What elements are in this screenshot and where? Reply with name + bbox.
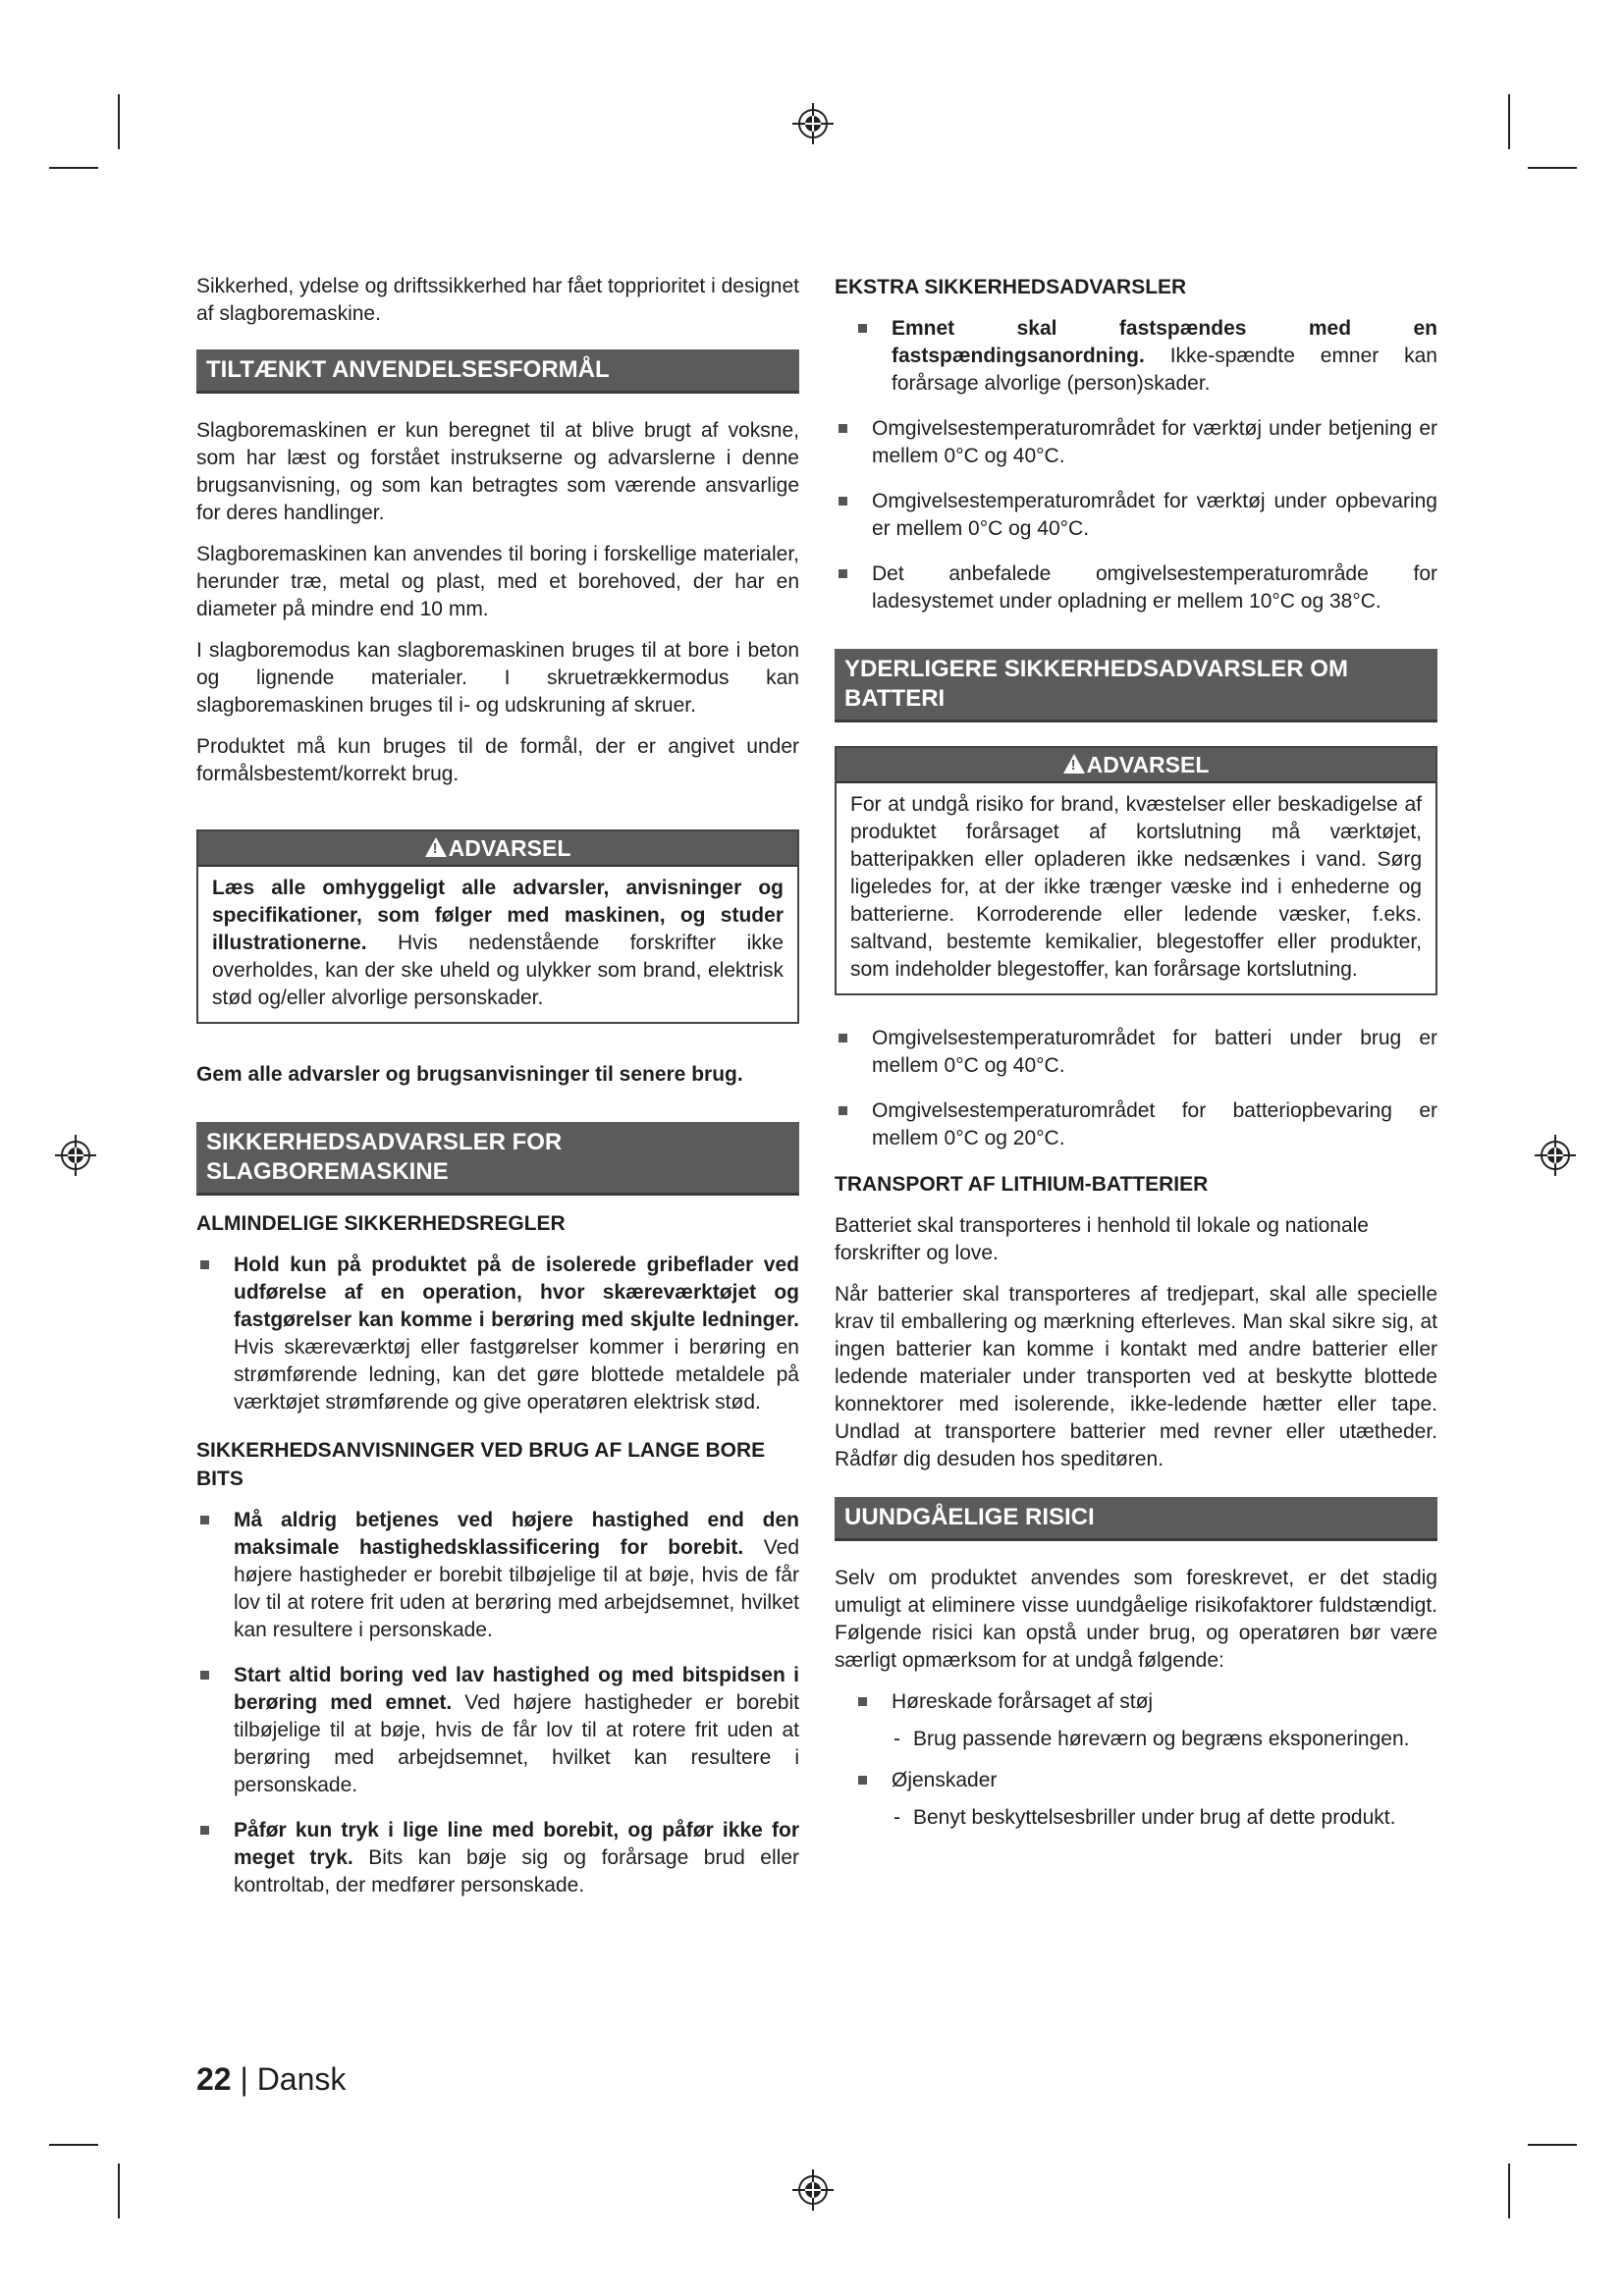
crop-mark	[1528, 2144, 1577, 2146]
list-item: Hold kun på produktet på de isolerede gribeflader ved udførelse af en operation, hvor skæreværktøjet og fastgørelser kan komme i berøring med skjulte ledninger. Hvis skæreværktøj eller fastgørelser kommer i berøring en strømførende ledning, kan det gøre blottede metaldele på værktøjet strømførende og give operatøren elektrisk stød.	[196, 1252, 799, 1416]
list-item: Omgivelsestemperaturområdet for batteriopbevaring er mellem 0°C og 20°C.	[835, 1097, 1437, 1152]
risks-heading: UUNDGÅELIGE RISICI	[835, 1497, 1437, 1541]
list-item: Øjenskader	[854, 1767, 1437, 1794]
intended-use-paragraph: Slagboremaskinen kan anvendes til boring i forskellige materialer, herunder træ, metal og plast, med et borehoved, der har en diameter på mindre end 10 mm.	[196, 543, 799, 620]
bullet-icon	[200, 1671, 209, 1680]
warning-title: ADVARSEL	[1086, 752, 1210, 777]
intro-paragraph: Sikkerhed, ydelse og driftssikkerhed har fået topprioritet i designet af slagboremaskine.	[196, 275, 799, 325]
list-item: Omgivelsestemperaturområdet for batteri under brug er mellem 0°C og 40°C.	[835, 1025, 1437, 1080]
transport-paragraph: Når batterier skal transporteres af tredjepart, skal alle specielle krav til emballering og mærkning efterleves. Man skal sikre sig, at ingen batterier kan komme i kontakt med andre batterier eller ledende materialer under transporten ved at beskytte blottede konnektorer med isolerende, ikke-ledende hætter eller tape. Undlad at transportere batterier med revner eller utætheder. Rådfør dig desuden hos speditøren.	[835, 1283, 1437, 1470]
bullet-icon	[839, 424, 847, 433]
intended-use-paragraph: I slagboremodus kan slagboremaskinen bruges til at bore i beton og lignende materialer. I skruetrækkermodus kan slagboremaskinen bruges til i- og udskruning af skruer.	[196, 639, 799, 717]
list-item: Påfør kun tryk i lige line med borebit, og påfør ikke for meget tryk. Bits kan bøje sig og forårsage brud eller kontroltab, der medfører personskade.	[196, 1817, 799, 1899]
bullet-icon	[858, 324, 867, 333]
list-item: Start altid boring ved lav hastighed og med bitspidsen i berøring med emnet. Ved højere hastigheder er borebit tilbøjelige til at bøje, hvis de får lov til at rotere frit uden at berøring med arbejdsemnet, hvilket kan resultere i personskade.	[196, 1662, 799, 1799]
risk-sub-item: - Brug passende høreværn og begræns eksponeringen.	[893, 1728, 1410, 1750]
bullet-icon	[858, 1776, 867, 1785]
bullet-icon	[858, 1697, 867, 1706]
registration-mark-icon	[792, 2169, 834, 2211]
warning-bold-text: Læs alle omhyggeligt alle advarsler, anvisninger og specifikationer, som følger med maskinen, og studer illustrationerne.	[212, 877, 784, 954]
intended-use-paragraph: Produktet må kun bruges til de formål, der er angivet under formålsbestemt/korrekt brug.	[196, 735, 799, 785]
registration-mark-icon	[55, 1135, 96, 1176]
list-item: Høreskade forårsaget af støj	[854, 1688, 1437, 1716]
crop-mark	[1528, 167, 1577, 169]
risks-intro: Selv om produktet anvendes som foreskrevet, er det stadig umuligt at eliminere visse uundgåelige risikofaktorer fuldstændigt. Følgende risici kan opstå under brug, og operatøren bør være særligt opmærksom for at undgå følgende:	[835, 1567, 1437, 1672]
general-rules-heading: ALMINDELIGE SIKKERHEDSREGLER	[196, 1212, 566, 1235]
crop-mark	[118, 94, 120, 149]
bullet-icon	[200, 1260, 209, 1269]
keep-notice: Gem alle advarsler og brugsanvisninger til senere brug.	[196, 1063, 743, 1086]
crop-mark	[49, 2144, 98, 2146]
intended-use-paragraph: Slagboremaskinen er kun beregnet til at blive brugt af voksne, som har læst og forstået instrukserne og advarslerne i denne brugsanvisning, og som kan betragtes som værende ansvarlige for deres handlinger.	[196, 419, 799, 524]
long-bits-list	[196, 1507, 799, 1899]
risks-list	[835, 1688, 1437, 1716]
warning-triangle-icon	[1063, 754, 1085, 774]
extra-heading: EKSTRA SIKKERHEDSADVARSLER	[835, 276, 1187, 298]
bullet-icon	[839, 1034, 847, 1042]
transport-heading: TRANSPORT AF LITHIUM-BATTERIER	[835, 1173, 1209, 1196]
battery-warning-box	[835, 746, 1437, 995]
footer-language: Dansk	[256, 2061, 347, 2097]
bullet-icon	[839, 497, 847, 506]
list-item: Omgivelsestemperaturområdet for værktøj under betjening er mellem 0°C og 40°C.	[835, 415, 1437, 470]
bullet-icon	[839, 1106, 847, 1115]
battery-heading: YDERLIGERE SIKKERHEDSADVARSLER OM BATTERI	[835, 649, 1437, 722]
warning-title: ADVARSEL	[448, 835, 571, 861]
list-item: Det anbefalede omgivelsestemperaturområde for ladesystemet under opladning er mellem 10°C og 38°C.	[835, 561, 1437, 615]
extra-list	[835, 315, 1437, 615]
page-number: 22	[196, 2061, 232, 2097]
footer-separator: |	[240, 2061, 248, 2097]
crop-mark	[118, 2163, 120, 2218]
page-footer	[196, 2059, 346, 2099]
crop-mark	[49, 167, 98, 169]
left-column	[196, 273, 799, 1917]
bullet-icon	[839, 569, 847, 578]
right-column	[835, 273, 1437, 1845]
risk-sub-item: - Benyt beskyttelsesbriller under brug af dette produkt.	[893, 1806, 1396, 1829]
general-rules-list	[196, 1252, 799, 1416]
list-item: Emnet skal fastspændes med en fastspændingsanordning. Ikke-spændte emner kan forårsage alvorlige (person)skader.	[854, 315, 1437, 398]
long-bits-heading: SIKKERHEDSANVISNINGER VED BRUG AF LANGE BORE BITS	[196, 1439, 766, 1490]
warning-box	[196, 829, 799, 1024]
warning-text: Hvis nedenstående forskrifter ikke overholdes, kan der ske uheld og ulykker som brand, elektrisk stød og/eller alvorlige personskader.	[212, 932, 784, 1009]
intended-use-heading: TILTÆNKT ANVENDELSESFORMÅL	[196, 349, 799, 394]
safety-heading: SIKKERHEDSADVARSLER FOR SLAGBOREMASKINE	[196, 1122, 799, 1196]
registration-mark-icon	[792, 103, 834, 144]
list-item: Omgivelsestemperaturområdet for værktøj under opbevaring er mellem 0°C og 40°C.	[835, 488, 1437, 543]
transport-paragraph: Batteriet skal transporteres i henhold til lokale og nationale forskrifter og love.	[835, 1214, 1369, 1264]
bullet-icon	[200, 1516, 209, 1524]
crop-mark	[1508, 2163, 1510, 2218]
battery-list	[835, 1025, 1437, 1152]
registration-mark-icon	[1535, 1135, 1576, 1176]
list-item: Må aldrig betjenes ved højere hastighed end den maksimale hastighedsklassificering for borebit. Ved højere hastigheder er borebit tilbøjelige til at bøje, hvis de får lov til at rotere frit uden at berøring med arbejdsemnet, hvilket kan resultere i personskade.	[196, 1507, 799, 1644]
bullet-icon	[200, 1826, 209, 1835]
crop-mark	[1508, 94, 1510, 149]
warning-triangle-icon	[425, 837, 447, 857]
battery-warning-text: For at undgå risiko for brand, kvæstelser eller beskadigelse af produktet forårsaget af kortslutning må værktøjet, batteripakken eller opladeren ikke nedsænkes i vand. Sørg ligeledes for, at der ikke trænger væske ind i enhederne og batterierne. Korroderende eller ledende væsker, f.eks. saltvand, bestemte kemikalier, blegestoffer eller produkter, som indeholder blegestoffer, kan forårsage kortslutning.	[850, 793, 1422, 981]
